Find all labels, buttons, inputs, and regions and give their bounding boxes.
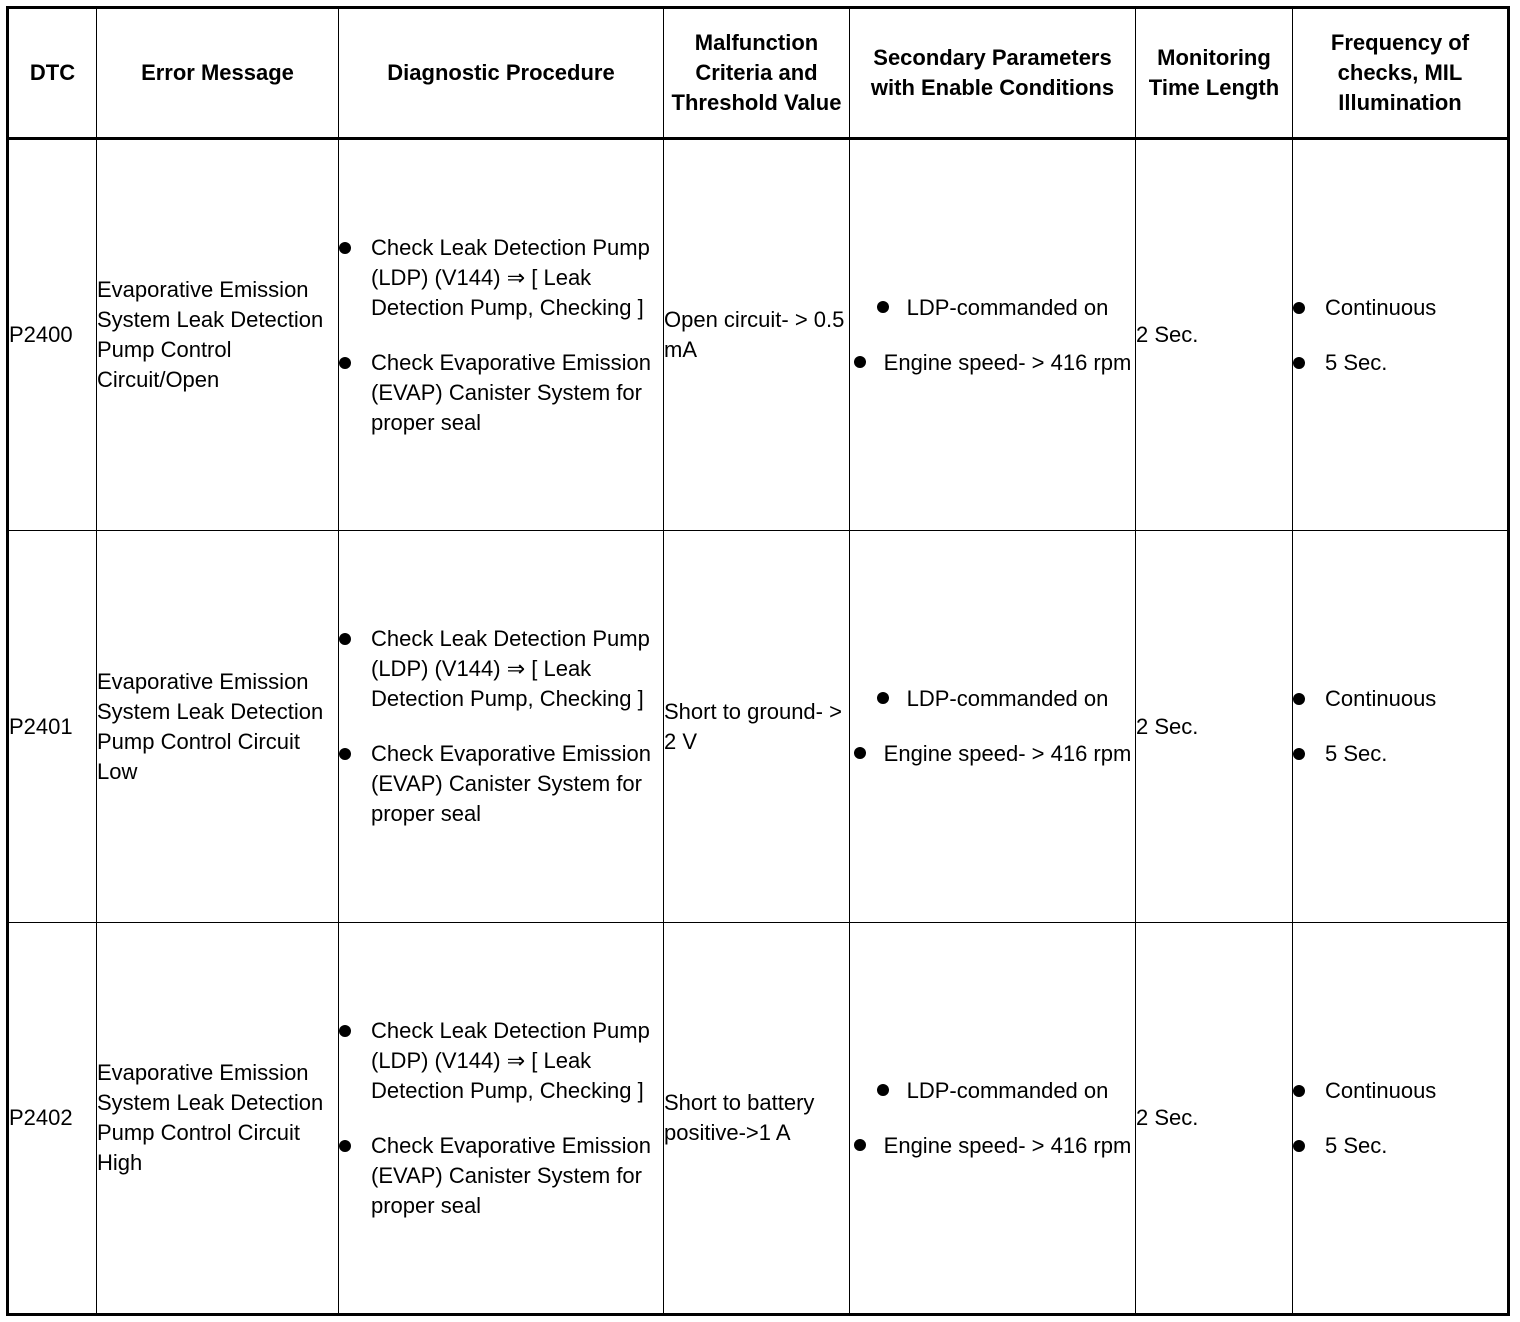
error-message: Evaporative Emission System Leak Detection Pump Control Circuit High xyxy=(97,923,339,1315)
procedure-text: Check Evaporative Emission (EVAP) Canister System for proper seal xyxy=(371,349,652,435)
dtc-code: P2402 xyxy=(8,923,97,1315)
header-malfunction-criteria: Malfunction Criteria and Threshold Value xyxy=(664,8,850,139)
monitoring-time: 2 Sec. xyxy=(1136,139,1293,531)
error-message: Evaporative Emission System Leak Detection Pump Control Circuit/Open xyxy=(97,139,339,531)
frequency-item xyxy=(1293,684,1507,714)
bullet-icon xyxy=(1293,1140,1305,1152)
procedure-item xyxy=(339,348,663,438)
malfunction-criteria: Short to ground- > 2 V xyxy=(664,531,850,923)
malfunction-criteria: Open circuit- > 0.5 mA xyxy=(664,139,850,531)
table-row xyxy=(8,923,1509,1315)
secondary-text: Engine speed- > 416 rpm xyxy=(883,349,1132,375)
table-row xyxy=(8,139,1509,531)
secondary-item xyxy=(850,739,1135,769)
table-row xyxy=(8,531,1509,923)
frequency xyxy=(1293,923,1509,1315)
frequency-text: Continuous xyxy=(1325,294,1437,320)
bullet-icon xyxy=(339,357,351,369)
frequency-text: Continuous xyxy=(1325,686,1437,711)
frequency-item xyxy=(1293,348,1507,378)
bullet-icon xyxy=(1293,693,1305,705)
header-secondary-parameters: Secondary Parameters with Enable Conditions xyxy=(850,8,1136,139)
bullet-icon xyxy=(877,1084,889,1096)
dtc-code: P2401 xyxy=(8,531,97,923)
frequency xyxy=(1293,531,1509,923)
header-frequency: Frequency of checks, MIL Illumination xyxy=(1293,8,1509,139)
monitoring-time: 2 Sec. xyxy=(1136,923,1293,1315)
secondary-text: LDP-commanded on xyxy=(906,686,1109,711)
secondary-item xyxy=(850,1076,1135,1106)
bullet-icon xyxy=(1293,748,1305,760)
header-row xyxy=(8,8,1509,139)
monitoring-time: 2 Sec. xyxy=(1136,531,1293,923)
secondary-parameters xyxy=(850,531,1136,923)
diagnostic-procedure xyxy=(339,531,664,923)
procedure-item xyxy=(339,1016,663,1106)
bullet-icon xyxy=(854,747,866,759)
procedure-text: Check Leak Detection Pump (LDP) (V144) ⇒ [ Leak Detection Pump, Checking ] xyxy=(371,626,650,711)
procedure-item xyxy=(339,1131,663,1221)
error-message: Evaporative Emission System Leak Detection Pump Control Circuit Low xyxy=(97,531,339,923)
dtc-table xyxy=(6,6,1510,1316)
bullet-icon xyxy=(877,301,889,313)
secondary-text: Engine speed- > 416 rpm xyxy=(883,1132,1132,1158)
bullet-icon xyxy=(1293,357,1305,369)
frequency-text: 5 Sec. xyxy=(1325,741,1388,766)
secondary-text: Engine speed- > 416 rpm xyxy=(883,741,1132,766)
frequency-item xyxy=(1293,739,1507,769)
frequency-text: Continuous xyxy=(1325,1077,1437,1103)
procedure-text: Check Evaporative Emission (EVAP) Canister System for proper seal xyxy=(371,1132,652,1218)
frequency-text: 5 Sec. xyxy=(1325,1132,1388,1158)
secondary-item xyxy=(850,293,1135,323)
bullet-icon xyxy=(1293,302,1305,314)
bullet-icon xyxy=(854,1139,866,1151)
bullet-icon xyxy=(339,242,351,254)
bullet-icon xyxy=(877,692,889,704)
procedure-text: Check Evaporative Emission (EVAP) Canister System for proper seal xyxy=(371,741,652,826)
bullet-icon xyxy=(854,356,866,368)
bullet-icon xyxy=(339,748,351,760)
frequency xyxy=(1293,139,1509,531)
secondary-text: LDP-commanded on xyxy=(906,1077,1109,1103)
diagnostic-procedure xyxy=(339,923,664,1315)
header-dtc: DTC xyxy=(8,8,97,139)
secondary-item xyxy=(850,348,1135,378)
bullet-icon xyxy=(339,633,351,645)
secondary-parameters xyxy=(850,923,1136,1315)
procedure-item xyxy=(339,739,663,829)
procedure-item xyxy=(339,624,663,714)
dtc-code: P2400 xyxy=(8,139,97,531)
procedure-text: Check Leak Detection Pump (LDP) (V144) ⇒ [ Leak Detection Pump, Checking ] xyxy=(371,234,650,320)
frequency-item xyxy=(1293,1076,1507,1106)
header-diagnostic-procedure: Diagnostic Procedure xyxy=(339,8,664,139)
diagnostic-procedure xyxy=(339,139,664,531)
procedure-text: Check Leak Detection Pump (LDP) (V144) ⇒ [ Leak Detection Pump, Checking ] xyxy=(371,1017,650,1103)
header-error-message: Error Message xyxy=(97,8,339,139)
bullet-icon xyxy=(339,1140,351,1152)
frequency-item xyxy=(1293,293,1507,323)
header-monitoring-time: Monitoring Time Length xyxy=(1136,8,1293,139)
bullet-icon xyxy=(339,1025,351,1037)
secondary-parameters xyxy=(850,139,1136,531)
bullet-icon xyxy=(1293,1085,1305,1097)
secondary-item xyxy=(850,1131,1135,1161)
frequency-text: 5 Sec. xyxy=(1325,349,1388,375)
procedure-item xyxy=(339,233,663,323)
secondary-text: LDP-commanded on xyxy=(906,294,1109,320)
secondary-item xyxy=(850,684,1135,714)
malfunction-criteria: Short to battery positive->1 A xyxy=(664,923,850,1315)
frequency-item xyxy=(1293,1131,1507,1161)
